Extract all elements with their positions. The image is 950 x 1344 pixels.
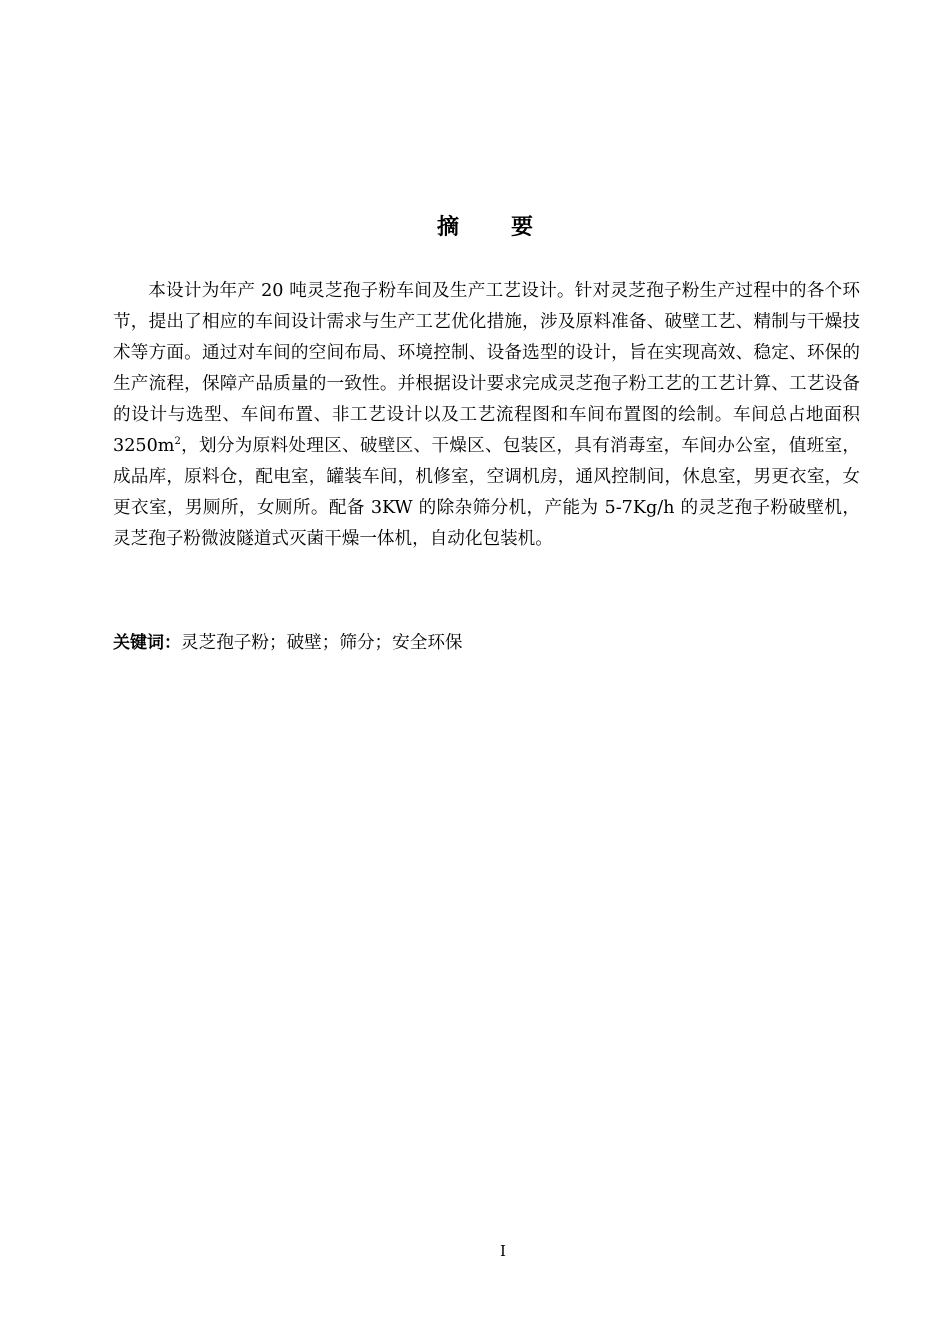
- keywords-label: 关键词：: [113, 633, 181, 653]
- abstract-body: [113, 276, 860, 555]
- abstract-title: [0, 210, 950, 241]
- abstract-title-char-2: 要: [511, 215, 534, 240]
- abstract-body-text-2: ，划分为原料处理区、破壁区、干燥区、包装区，具有消毒室，车间办公室，值班室，成品库，原料仓，配电室，罐装车间，机修室，空调机房，通风控制间，休息室，男更衣室，女更衣室，男厕所，女厕所。配备 3KW 的除杂筛分机，产能为 5-7Kg/h 的灵芝孢子粉破壁机，灵芝孢子粉微波隧道式灭菌干燥一体机，自动化包装机。: [113, 436, 860, 549]
- keywords-line: [113, 630, 860, 656]
- area-unit-superscript: 2: [174, 436, 181, 448]
- page-number: I: [500, 1242, 506, 1260]
- abstract-title-char-1: 摘: [436, 215, 459, 240]
- abstract-body-text-1: 本设计为年产 20 吨灵芝孢子粉车间及生产工艺设计。针对灵芝孢子粉生产过程中的各个环节，提出了相应的车间设计需求与生产工艺优化措施，涉及原料准备、破壁工艺、精制与干燥技术等方面。通过对车间的空间布局、环境控制、设备选型的设计，旨在实现高效、稳定、环保的生产流程，保障产品质量的一致性。并根据设计要求完成灵芝孢子粉工艺的工艺计算、工艺设备的设计与选型、车间布置、非工艺设计以及工艺流程图和车间布置图的绘制。车间总占地面积 3250m: [113, 281, 860, 456]
- keywords-value: 灵芝孢子粉；破壁；筛分；安全环保: [181, 633, 463, 653]
